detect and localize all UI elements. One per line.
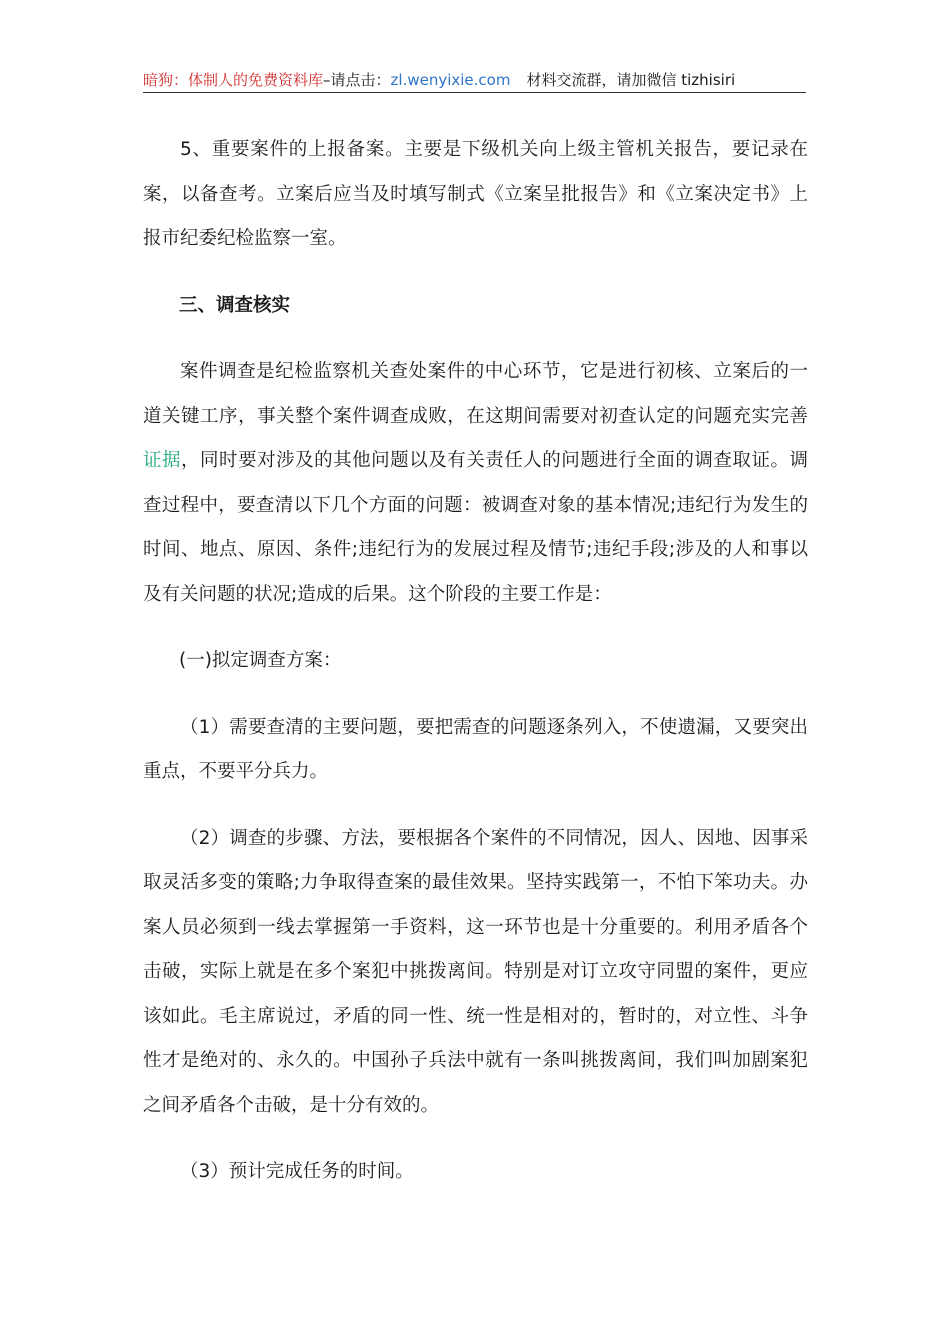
paragraph-investigation-part1: 案件调查是纪检监察机关查处案件的中心环节，它是进行初核、立案后的一道关键工序，事关整个案件调查成败，在这期间需要对初查认定的问题充实完善 bbox=[143, 361, 808, 427]
evidence-link[interactable]: 证据 bbox=[143, 450, 182, 471]
paragraph-investigation bbox=[143, 350, 808, 617]
header-url-link[interactable]: zl.wenyixie.com bbox=[390, 71, 511, 89]
paragraph-report-filing: 5、重要案件的上报备案。主要是下级机关向上级主管机关报告，要记录在案，以备查考。立案后应当及时填写制式《立案呈批报告》和《立案决定书》上报市纪委纪检监察一室。 bbox=[143, 139, 808, 249]
list-item-2: （2）调查的步骤、方法，要根据各个案件的不同情况，因人、因地、因事采取灵活多变的策略;力争取得查案的最佳效果。坚持实践第一，不怕下笨功夫。办案人员必须到一线去掌握第一手资料，这一环节也是十分重要的。利用矛盾各个击破，实际上就是在多个案犯中挑拨离间。特别是对订立攻守同盟的案件，更应该如此。毛主席说过，矛盾的同一性、统一性是相对的，暂时的，对立性、斗争性才是绝对的、永久的。中国孙子兵法中就有一条叫挑拨离间，我们叫加剧案犯之间矛盾各个击破，是十分有效的。 bbox=[143, 827, 808, 1116]
header-group-info: 材料交流群，请加微信 tizhisiri bbox=[526, 71, 736, 89]
subsection-heading: (一)拟定调查方案： bbox=[179, 650, 342, 671]
section-heading: 三、调查核实 bbox=[179, 294, 291, 316]
page-header bbox=[143, 70, 806, 93]
header-prompt: –请点击： bbox=[323, 71, 391, 89]
paragraph-investigation-part2: ，同时要对涉及的其他问题以及有关责任人的问题进行全面的调查取证。调查过程中，要查清以下几个方面的问题：被调查对象的基本情况;违纪行为发生的时间、地点、原因、条件;违纪行为的发展过程及情节;违纪手段;涉及的人和事以及有关问题的状况;造成的后果。这个阶段的主要工作是： bbox=[143, 450, 808, 605]
header-brand: 暗狗：体制人的免费资料库 bbox=[143, 71, 324, 89]
list-item-1: （1）需要查清的主要问题，要把需查的问题逐条列入，不使遗漏，又要突出重点，不要平分兵力。 bbox=[143, 716, 808, 782]
list-item-3: （3）预计完成任务的时间。 bbox=[180, 1161, 414, 1182]
document-body bbox=[143, 128, 808, 1195]
